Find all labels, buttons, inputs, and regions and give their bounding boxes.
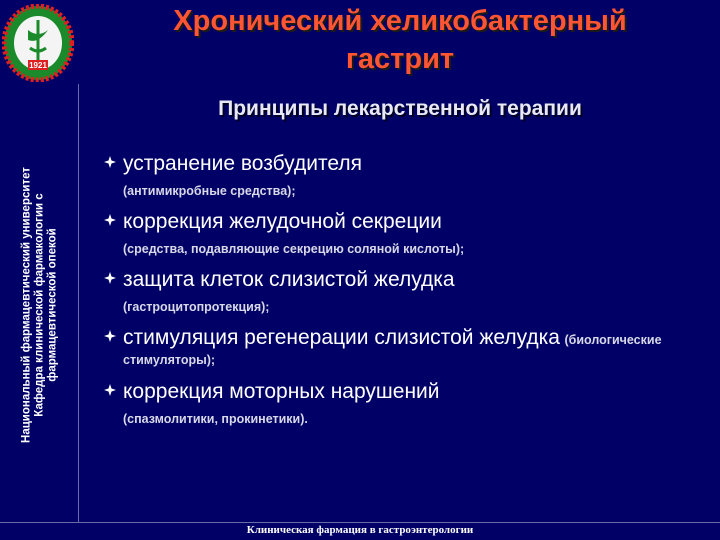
therapy-principles-list bbox=[104, 150, 704, 436]
item-note-text: (гастроцитопротекция); bbox=[123, 300, 270, 314]
list-item bbox=[104, 208, 704, 257]
slide-title bbox=[100, 2, 700, 78]
item-main-text: устранение возбудителя bbox=[123, 152, 362, 175]
list-item bbox=[104, 266, 704, 315]
diamond-bullet-icon bbox=[104, 214, 116, 226]
title-text: Хронический хеликобактерный гастрит bbox=[173, 5, 627, 75]
footer-divider bbox=[0, 522, 720, 523]
item-note-text: (спазмолитики, прокинетики). bbox=[123, 412, 308, 426]
slide-footer: Клиническая фармация в гастроэнтерологии bbox=[246, 524, 474, 536]
item-main-text: коррекция моторных нарушений bbox=[123, 380, 440, 403]
sidebar-divider bbox=[78, 84, 79, 522]
slide-subtitle: Принципы лекарственной терапии bbox=[218, 97, 582, 120]
list-item bbox=[104, 378, 704, 427]
item-note-text: (биологические стимуляторы); bbox=[123, 333, 662, 367]
list-item bbox=[104, 150, 704, 199]
diamond-bullet-icon bbox=[104, 330, 116, 342]
university-vertical-label: Национальный фармацевтический университет Кафедра клинической фармакологии с фармацевтической опекой bbox=[20, 167, 59, 443]
item-note-text: (антимикробные средства); bbox=[123, 184, 296, 198]
item-note-text: (средства, подавляющие секрецию соляной кислоты); bbox=[123, 242, 465, 256]
diamond-bullet-icon bbox=[104, 384, 116, 396]
list-item bbox=[104, 324, 704, 369]
item-main-text: коррекция желудочной секреции bbox=[123, 210, 442, 233]
logo-year-text: 1921 bbox=[29, 61, 47, 70]
diamond-bullet-icon bbox=[104, 156, 116, 168]
diamond-bullet-icon bbox=[104, 272, 116, 284]
item-main-text: защита клеток слизистой желудка bbox=[123, 268, 455, 291]
item-main-text: стимуляция регенерации слизистой желудка bbox=[123, 326, 560, 349]
university-logo bbox=[2, 4, 74, 82]
